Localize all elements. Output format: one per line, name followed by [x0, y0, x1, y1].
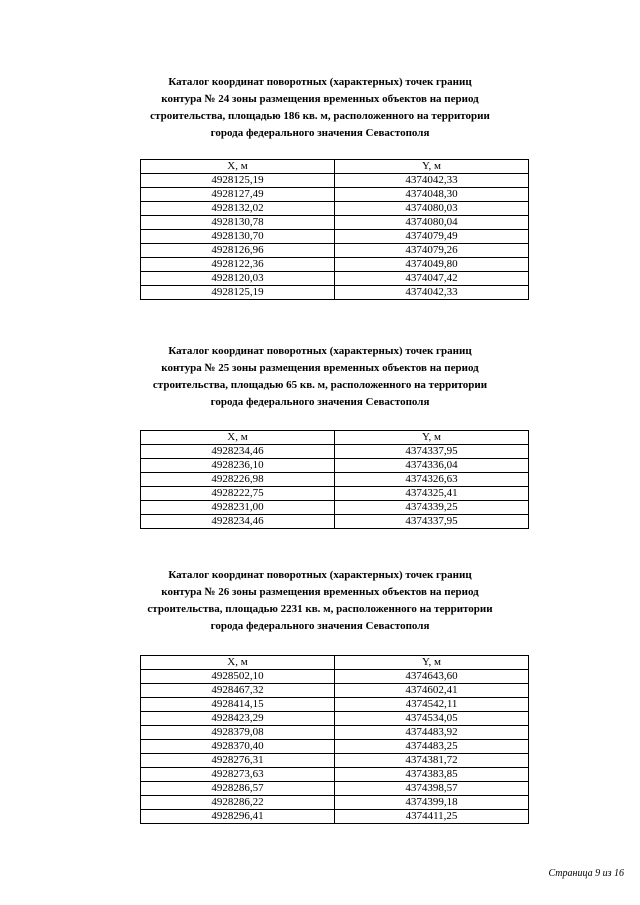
x-value: 4928132,02 [141, 202, 335, 216]
y-value: 4374079,49 [335, 230, 529, 244]
x-value: 4928414,15 [141, 698, 335, 712]
table-row [141, 286, 529, 300]
x-value: 4928296,41 [141, 810, 335, 824]
table-row [141, 473, 529, 487]
table-row [141, 202, 529, 216]
y-value: 4374047,42 [335, 272, 529, 286]
y-value: 4374534,05 [335, 712, 529, 726]
column-header-x: X, м [141, 160, 335, 174]
y-value: 4374339,25 [335, 501, 529, 515]
column-header-y: Y, м [335, 431, 529, 445]
table-row [141, 796, 529, 810]
x-value: 4928286,22 [141, 796, 335, 810]
caption-line: строительства, площадью 65 кв. м, расположенного на территории [152, 379, 488, 391]
caption-line: Каталог координат поворотных (характерных) точек границ [168, 345, 472, 357]
y-value: 4374337,95 [335, 445, 529, 459]
x-value: 4928379,08 [141, 726, 335, 740]
table-row [141, 188, 529, 202]
y-value: 4374042,33 [335, 174, 529, 188]
column-header-x: X, м [141, 656, 335, 670]
x-value: 4928502,10 [141, 670, 335, 684]
table-row [141, 698, 529, 712]
y-value: 4374399,18 [335, 796, 529, 810]
section-caption [0, 567, 640, 635]
table-row [141, 712, 529, 726]
x-value: 4928120,03 [141, 272, 335, 286]
x-value: 4928234,46 [141, 445, 335, 459]
table-row [141, 515, 529, 529]
table-header-row [141, 431, 529, 445]
x-value: 4928130,78 [141, 216, 335, 230]
x-value: 4928130,70 [141, 230, 335, 244]
y-value: 4374080,04 [335, 216, 529, 230]
x-value: 4928370,40 [141, 740, 335, 754]
section-caption [0, 74, 640, 142]
x-value: 4928276,31 [141, 754, 335, 768]
table-row [141, 459, 529, 473]
y-value: 4374383,85 [335, 768, 529, 782]
x-value: 4928234,46 [141, 515, 335, 529]
x-value: 4928236,10 [141, 459, 335, 473]
caption-line: контура № 25 зоны размещения временных объектов на период [161, 362, 479, 374]
table-row [141, 684, 529, 698]
column-header-y: Y, м [335, 656, 529, 670]
caption-line: города федерального значения Севастополя [210, 127, 430, 139]
table-row [141, 501, 529, 515]
x-value: 4928423,29 [141, 712, 335, 726]
caption-line: Каталог координат поворотных (характерных) точек границ [168, 76, 472, 88]
x-value: 4928286,57 [141, 782, 335, 796]
y-value: 4374411,25 [335, 810, 529, 824]
table-row [141, 216, 529, 230]
x-value: 4928125,19 [141, 286, 335, 300]
caption-line: строительства, площадью 2231 кв. м, расположенного на территории [147, 603, 493, 615]
caption-line: Каталог координат поворотных (характерных) точек границ [168, 569, 472, 581]
column-header-y: Y, м [335, 160, 529, 174]
table-row [141, 230, 529, 244]
x-value: 4928126,96 [141, 244, 335, 258]
table-row [141, 768, 529, 782]
y-value: 4374049,80 [335, 258, 529, 272]
y-value: 4374643,60 [335, 670, 529, 684]
table-row [141, 782, 529, 796]
x-value: 4928125,19 [141, 174, 335, 188]
caption-line: строительства, площадью 186 кв. м, расположенного на территории [150, 110, 490, 122]
y-value: 4374042,33 [335, 286, 529, 300]
y-value: 4374337,95 [335, 515, 529, 529]
y-value: 4374048,30 [335, 188, 529, 202]
page-number: Страница 9 из 16 [548, 868, 624, 879]
caption-line: контура № 26 зоны размещения временных объектов на период [161, 586, 479, 598]
caption-line: контура № 24 зоны размещения временных объектов на период [161, 93, 479, 105]
y-value: 4374483,25 [335, 740, 529, 754]
y-value: 4374542,11 [335, 698, 529, 712]
table-row [141, 174, 529, 188]
y-value: 4374079,26 [335, 244, 529, 258]
coordinates-table [140, 430, 529, 529]
y-value: 4374080,03 [335, 202, 529, 216]
x-value: 4928467,32 [141, 684, 335, 698]
y-value: 4374336,04 [335, 459, 529, 473]
x-value: 4928222,75 [141, 487, 335, 501]
y-value: 4374326,63 [335, 473, 529, 487]
table-header-row [141, 656, 529, 670]
table-row [141, 244, 529, 258]
table-row [141, 670, 529, 684]
x-value: 4928273,63 [141, 768, 335, 782]
section-caption [0, 343, 640, 411]
table-row [141, 272, 529, 286]
table-row [141, 487, 529, 501]
y-value: 4374602,41 [335, 684, 529, 698]
x-value: 4928122,36 [141, 258, 335, 272]
caption-line: города федерального значения Севастополя [210, 396, 430, 408]
x-value: 4928231,00 [141, 501, 335, 515]
caption-line: города федерального значения Севастополя [210, 620, 430, 632]
table-row [141, 726, 529, 740]
y-value: 4374381,72 [335, 754, 529, 768]
column-header-x: X, м [141, 431, 335, 445]
y-value: 4374483,92 [335, 726, 529, 740]
table-row [141, 445, 529, 459]
table-row [141, 754, 529, 768]
y-value: 4374325,41 [335, 487, 529, 501]
table-row [141, 810, 529, 824]
table-row [141, 258, 529, 272]
x-value: 4928127,49 [141, 188, 335, 202]
coordinates-table [140, 159, 529, 300]
table-header-row [141, 160, 529, 174]
coordinates-table [140, 655, 529, 824]
x-value: 4928226,98 [141, 473, 335, 487]
y-value: 4374398,57 [335, 782, 529, 796]
table-row [141, 740, 529, 754]
